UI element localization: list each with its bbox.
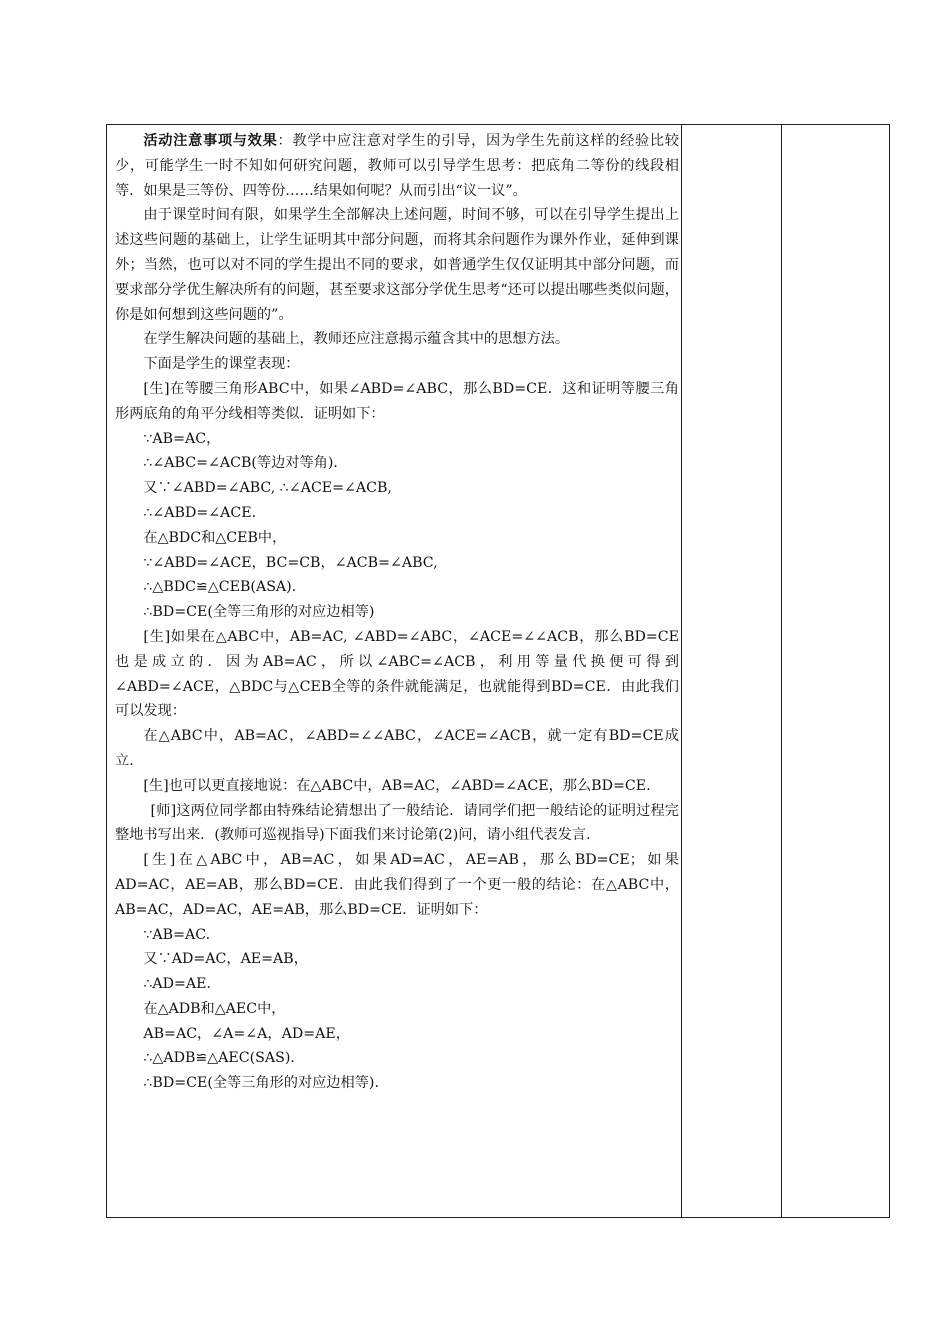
proof-line: 在△ADB和△AEC中， (143, 1000, 286, 1017)
proof-line: 又∵∠ABD=∠ABC, ∴∠ACE=∠ACB, (143, 480, 392, 497)
proof-line: ∵AB=AC. (143, 926, 211, 943)
paragraph-method: 在学生解决问题的基础上，教师还应注意揭示蕴含其中的思想方法。 (143, 331, 570, 348)
proof-line: ∴△BDC≌△CEB(ASA)． (143, 579, 306, 596)
proof-line: ∵∠ABD=∠ACE，BC=CB，∠ACB=∠ABC, (143, 554, 438, 571)
paragraph-conclusion: 在△ABC中，AB=AC，∠ABD=∠∠ABC，∠ACE=∠ACB，就一定有BD=CE成立. (115, 728, 679, 769)
paragraph-time: 由于课堂时间有限，如果学生全部解决上述问题，时间不够，可以在引导学生提出上述这些问题的基础上，让学生证明其中部分问题，而将其余问题作为课外作业，延伸到课外；当然，也可以对不同的学生提出不同的要求，如普通学生仅仅证明其中部分问题，而要求部分学优生解决所有的问题，甚至要求这部分学优生思考“还可以提出哪些类似问题，你是如何想到这些问题的”。 (115, 207, 679, 323)
notes-body: ：教学中应注意对学生的引导，因为学生先前这样的经验比较少，可能学生一时不知如何研究问题，教师可以引导学生思考：把底角二等份的线段相等．如果是三等份、四等份……结果如何呢？从而引出“议一议”。 (115, 133, 679, 199)
proof-line: ∴AD=AE. (143, 976, 212, 993)
column-divider (681, 125, 682, 1217)
proof-line: ∴∠ABD=∠ACE. (143, 504, 257, 521)
lesson-table (106, 124, 890, 1218)
proof-line: ∴BD=CE(全等三角形的对应边相等) (143, 604, 375, 621)
paragraph-student-1: [生]在等腰三角形ABC中，如果∠ABD=∠ABC，那么BD=CE．这和证明等腰三角形两底角的角平分线相等类似．证明如下： (115, 380, 679, 422)
proof-line: ∴△ADB≌△AEC(SAS)． (143, 1050, 305, 1067)
paragraph-student-4: [生]在△ABC中，AB=AC，如果AD=AC，AE=AB，那么BD=CE；如果AD=AC，AE=AB，那么BD=CE．由此我们得到了一个更一般的结论：在△ABC中，AB=AC，AD=AC，AE=AB，那么BD=CE．证明如下： (115, 852, 679, 918)
paragraph-intro: 下面是学生的课堂表现： (143, 356, 300, 373)
notes-heading: 活动注意事项与效果 (143, 133, 278, 149)
proof-line: ∴∠ABC=∠ACB(等边对等角)． (143, 455, 348, 472)
proof-line: 又∵AD=AC，AE=AB， (143, 951, 308, 968)
paragraph-teacher: [师]这两位同学都由特殊结论猜想出了一般结论．请同学们把一般结论的证明过程完整地书写出来．(教师可巡视指导)下面我们来讨论第(2)问，请小组代表发言. (115, 802, 679, 844)
paragraph-student-2: [生]如果在△ABC中，AB=AC, ∠ABD=∠ABC，∠ACE=∠∠ACB，那么BD=CE也是成立的．因为AB=AC，所以∠ABC=∠ACB，利用等量代换便可得到∠ABD=∠ACE，△BDC与△CEB全等的条件就能满足，也就能得到BD=CE．由此我们可以发现： (115, 628, 679, 720)
proof-line: 在△BDC和△CEB中， (143, 529, 287, 546)
proof-line: ∵AB=AC， (143, 430, 221, 447)
proof-line: ∴BD=CE(全等三角形的对应边相等). (143, 1075, 379, 1092)
column-divider (781, 125, 782, 1217)
main-text-cell (115, 129, 679, 1096)
paragraph-notes (115, 129, 679, 203)
paragraph-student-3: [生]也可以更直接地说：在△ABC中，AB=AC，∠ABD=∠ACE，那么BD=CE. (143, 777, 651, 794)
proof-line: AB=AC，∠A=∠A，AD=AE， (143, 1025, 350, 1042)
